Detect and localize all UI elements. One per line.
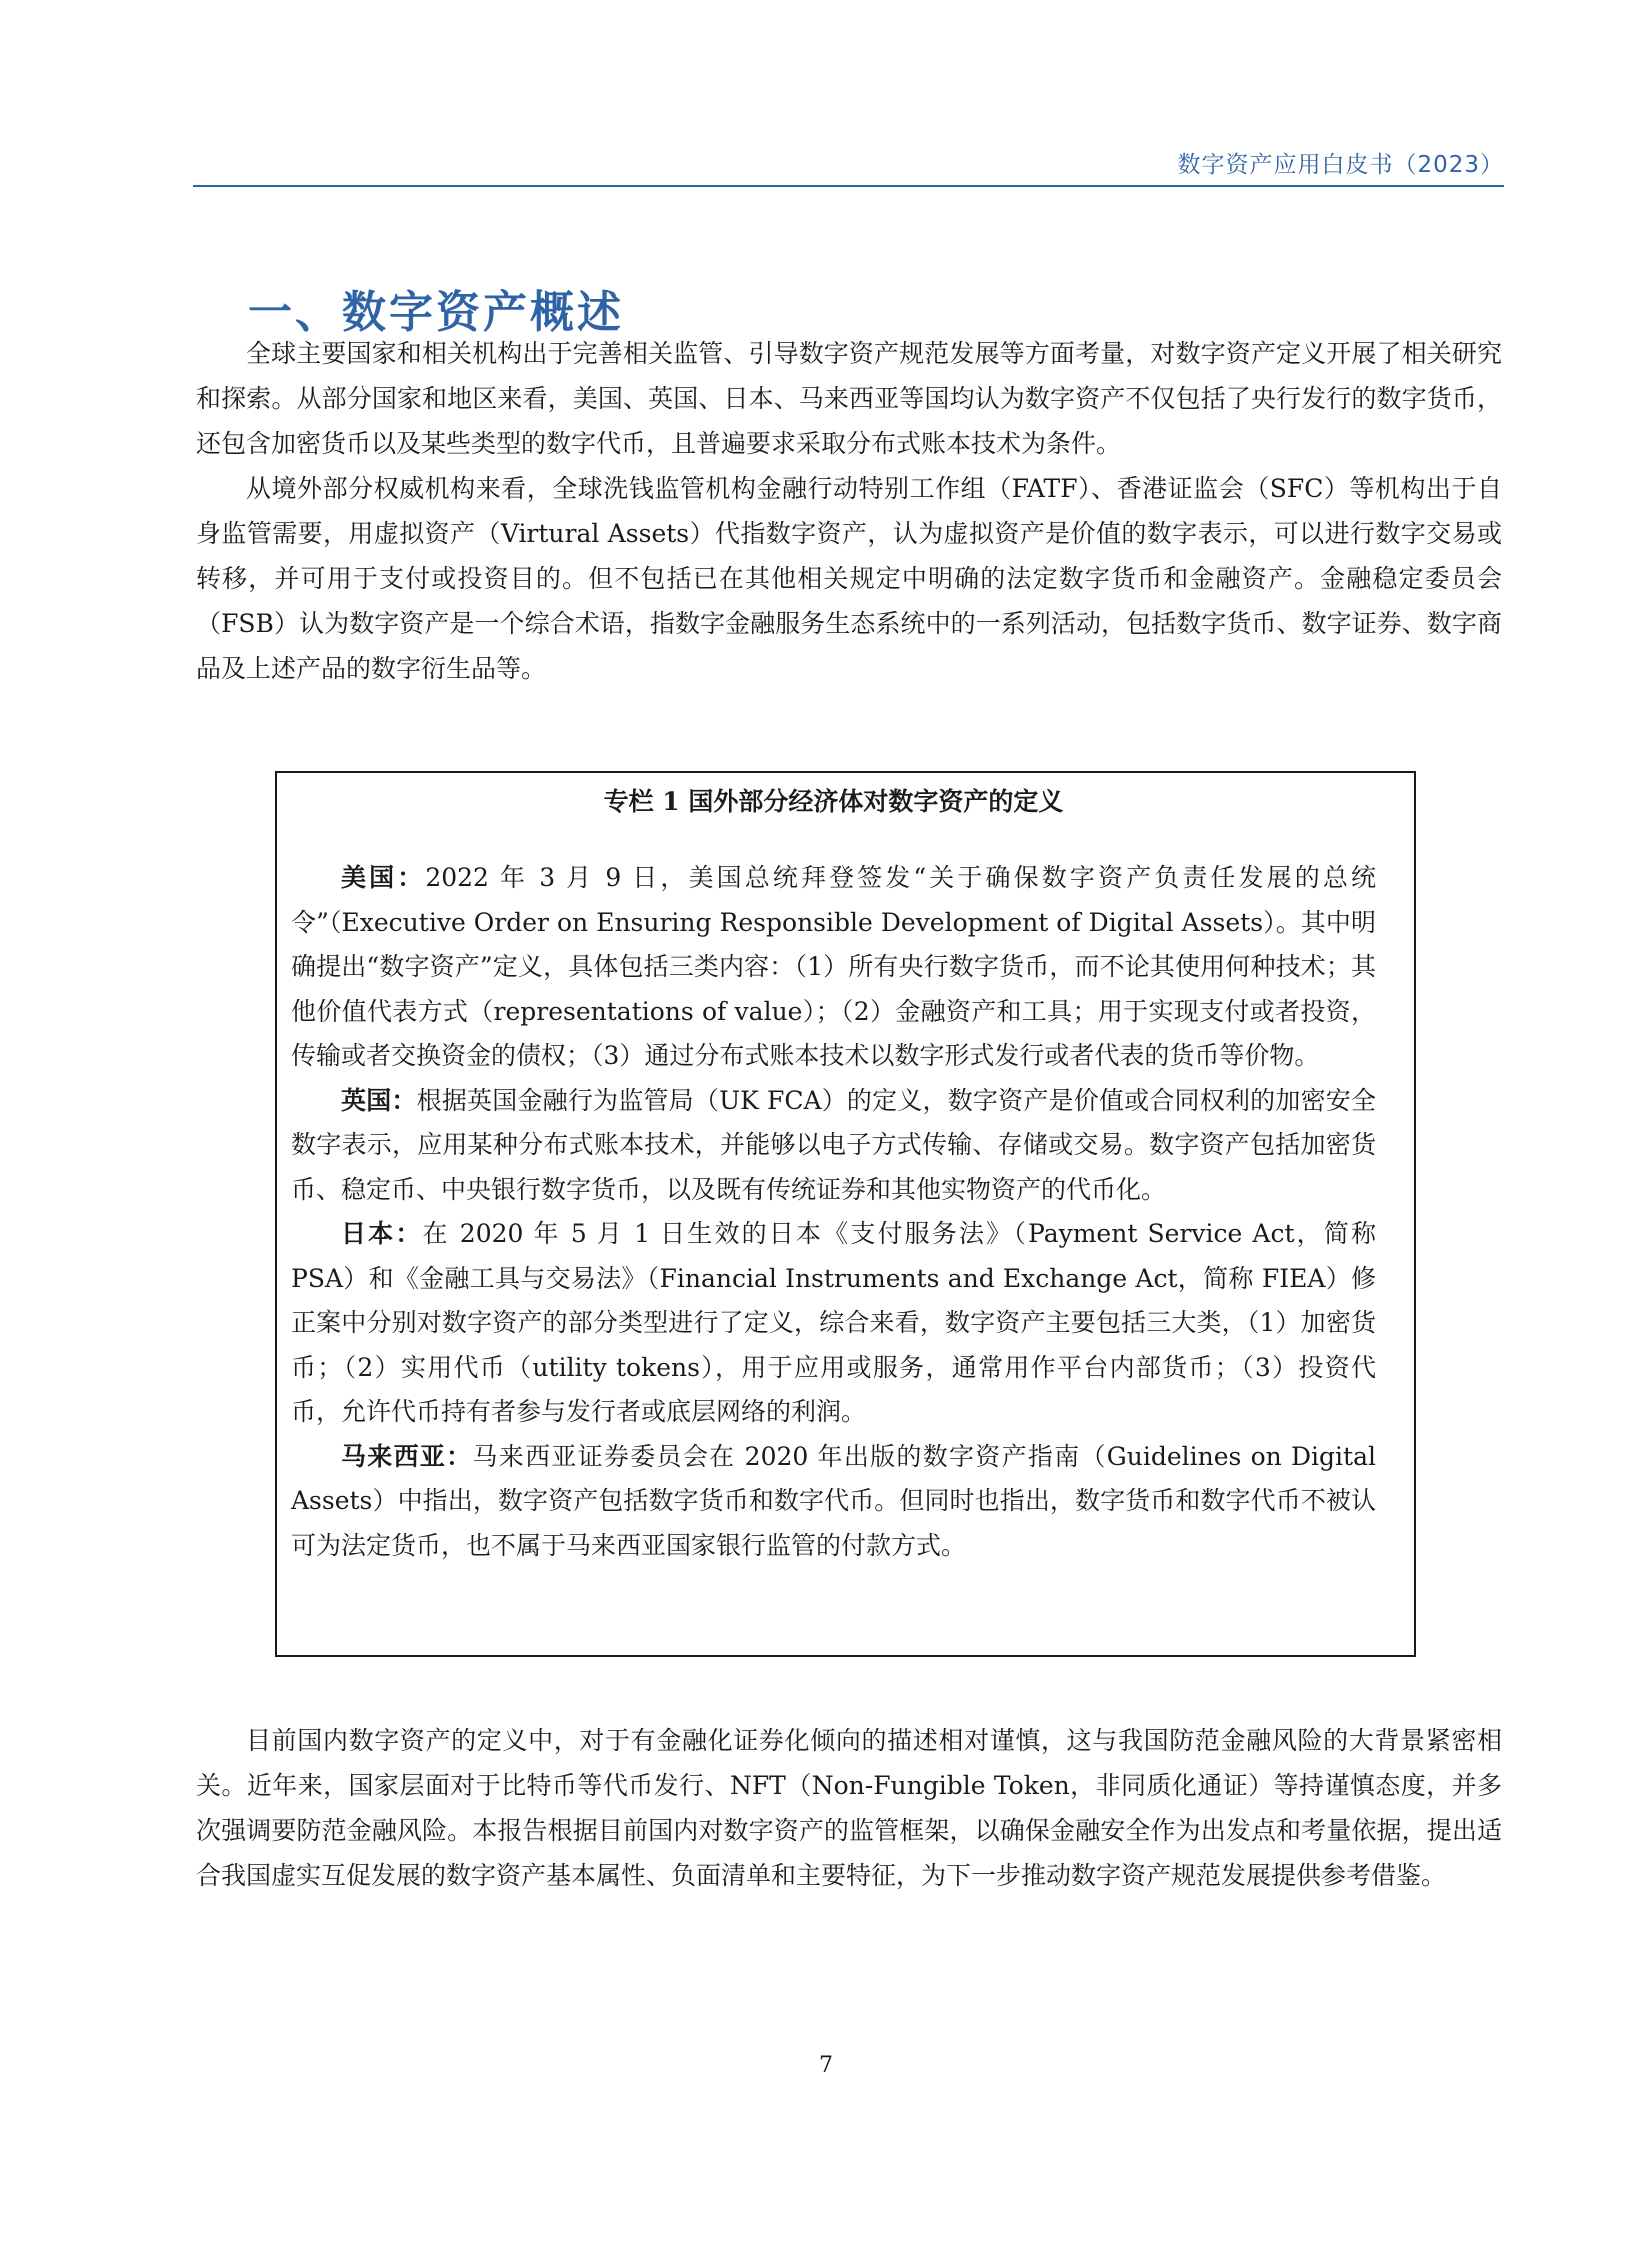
entry-text-malaysia: 马来西亚证券委员会在 2020 年出版的数字资产指南（Guidelines on Digital Assets）中指出，数字资产包括数字货币和数字代币。但同时也指出，数字货币和数字代币不被认可为法定货币，也不属于马来西亚国家银行监管的付款方式。 xyxy=(291,1441,1376,1560)
intro-paragraph-1: 全球主要国家和相关机构出于完善相关监管、引导数字资产规范发展等方面考量，对数字资产定义开展了相关研究和探索。从部分国家和地区来看，美国、英国、日本、马来西亚等国均认为数字资产不仅包括了央行发行的数字货币，还包含加密货币以及某些类型的数字代币，且普遍要求采取分布式账本技术为条件。 xyxy=(196,339,1502,458)
entry-text-japan: 在 2020 年 5 月 1 日生效的日本《支付服务法》（Payment Service Act，简称 PSA）和《金融工具与交易法》（Financial Instruments and Exchange Act，简称 FIEA）修正案中分别对数字资产的部分类型进行了定义，综合来看，数字资产主要包括三大类，（1）加密货币；（2）实用代币（utility tokens），用于应用或服务，通常用作平台内部货币；（3）投资代币，允许代币持有者参与发行者或底层网络的利润。 xyxy=(291,1219,1376,1426)
box-body xyxy=(291,856,1376,1568)
entry-label-malaysia: 马来西亚： xyxy=(341,1441,473,1471)
header-divider xyxy=(193,185,1504,187)
outro-text xyxy=(196,1718,1502,1898)
entry-label-uk: 英国： xyxy=(341,1085,417,1115)
intro-text xyxy=(196,331,1502,691)
box-entry-uk xyxy=(291,1079,1376,1213)
page-number: 7 xyxy=(819,2053,833,2078)
entry-text-uk: 根据英国金融行为监管局（UK FCA）的定义，数字资产是价值或合同权利的加密安全数字表示，应用某种分布式账本技术，并能够以电子方式传输、存储或交易。数字资产包括加密货币、稳定币、中央银行数字货币，以及既有传统证券和其他实物资产的代币化。 xyxy=(291,1085,1376,1204)
sidebar-box-definitions xyxy=(275,771,1416,1657)
entry-label-usa: 美国： xyxy=(341,863,426,892)
entry-label-japan: 日本： xyxy=(341,1219,423,1248)
section-title: 一、数字资产概述 xyxy=(248,287,624,339)
intro-paragraph-2: 从境外部分权威机构来看，全球洗钱监管机构金融行动特别工作组（FATF）、香港证监会（SFC）等机构出于自身监管需要，用虚拟资产（Virtural Assets）代指数字资产，认为虚拟资产是价值的数字表示，可以进行数字交易或转移，并可用于支付或投资目的。但不包括已在其他相关规定中明确的法定数字货币和金融资产。金融稳定委员会（FSB）认为数字资产是一个综合术语，指数字金融服务生态系统中的一系列活动，包括数字货币、数字证券、数字商品及上述产品的数字衍生品等。 xyxy=(196,474,1502,683)
box-entry-usa xyxy=(291,856,1376,1079)
box-entry-malaysia xyxy=(291,1435,1376,1569)
box-title: 专栏 1 国外部分经济体对数字资产的定义 xyxy=(603,787,1064,816)
entry-text-usa: 2022 年 3 月 9 日，美国总统拜登签发“关于确保数字资产负责任发展的总统令”（Executive Order on Ensuring Responsible Development of Digital Assets）。其中明确提出“数字资产”定义，具体包括三类内容：（1）所有央行数字货币，而不论其使用何种技术；其他价值代表方式（representations of value）；（2）金融资产和工具；用于实现支付或者投资，传输或者交换资金的债权；（3）通过分布式账本技术以数字形式发行或者代表的货币等价物。 xyxy=(291,863,1376,1070)
outro-paragraph-1: 目前国内数字资产的定义中，对于有金融化证券化倾向的描述相对谨慎，这与我国防范金融风险的大背景紧密相关。近年来，国家层面对于比特币等代币发行、NFT（Non-Fungible Token，非同质化通证）等持谨慎态度，并多次强调要防范金融风险。本报告根据目前国内对数字资产的监管框架，以确保金融安全作为出发点和考量依据，提出适合我国虚实互促发展的数字资产基本属性、负面清单和主要特征，为下一步推动数字资产规范发展提供参考借鉴。 xyxy=(196,1726,1502,1890)
box-entry-japan xyxy=(291,1212,1376,1435)
running-header: 数字资产应用白皮书（2023） xyxy=(1177,152,1504,178)
